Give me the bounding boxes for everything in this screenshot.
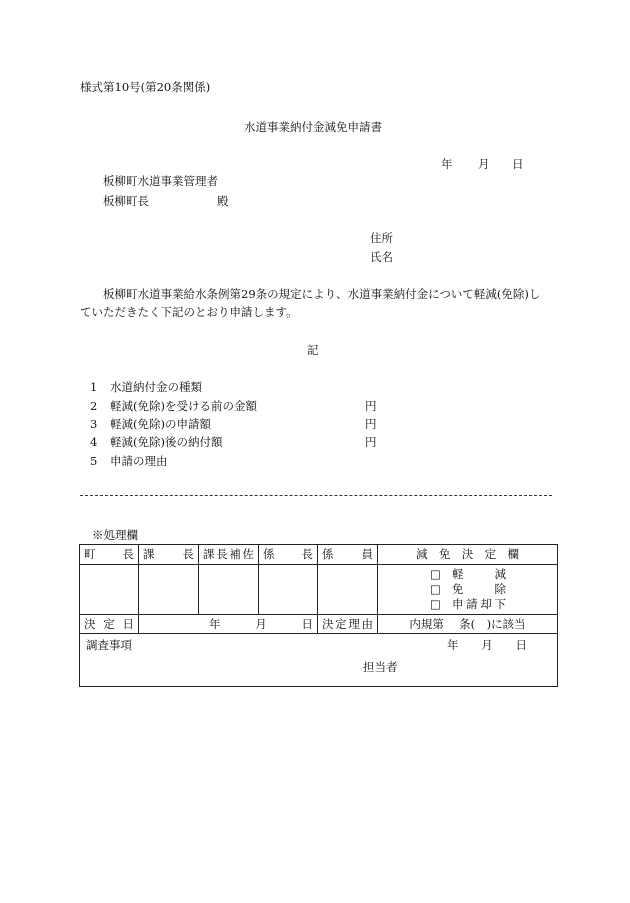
decision-date-field[interactable] [139,615,318,634]
item-number: 3 [90,417,98,431]
item-number: 2 [90,399,98,413]
date-day-label: 日 [512,157,524,171]
header-subsection-chief: 係長 [259,545,318,565]
stamp-cell-subsection-chief[interactable] [259,565,318,615]
check-label: 軽減 [452,567,506,581]
table-row [80,634,558,687]
check-label: 申請却下 [452,597,506,611]
item-label: 軽減(免除)の申請額 [110,417,211,431]
processing-table [79,544,558,687]
item-label: 申請の理由 [110,454,168,468]
item-label: 軽減(免除)を受ける前の金額 [110,399,257,413]
item-number: 1 [90,380,98,394]
stamp-cell-staff[interactable] [318,565,378,615]
stamp-cell-section-chief[interactable] [139,565,199,615]
item-unit: 円 [365,435,377,449]
ki-marker: 記 [307,343,319,357]
checkbox-icon[interactable]: □ [430,582,441,596]
header-mayor: 町長 [80,545,139,565]
stamp-cell-assistant-chief[interactable] [199,565,259,615]
person-in-charge-label: 担当者 [363,660,398,674]
internal-rule-text: 内規第 条( )に該当 [378,615,558,634]
survey-date-month: 月 [481,638,493,652]
item-number: 4 [90,435,98,449]
item-unit: 円 [365,417,377,431]
table-row [80,545,558,565]
header-section-chief: 課長 [139,545,199,565]
header-staff: 係員 [318,545,378,565]
item-unit: 円 [365,399,377,413]
addressee-honorific: 殿 [217,194,229,208]
body-line1: 板柳町水道事業給水条例第29条の規定により、水道事業納付金について軽減(免除)し [103,287,541,301]
date-year-label: 年 [441,157,453,171]
checkbox-icon[interactable]: □ [430,597,441,611]
item-number: 5 [90,454,98,468]
date-month-label: 月 [478,157,490,171]
item-label: 軽減(免除)後の納付額 [110,435,223,449]
decision-date-day: 日 [301,616,313,631]
addressee-line1: 板柳町水道事業管理者 [103,174,218,188]
table-row [80,565,558,615]
body-line2: ていただきたく下記のとおり申請します。 [80,305,298,319]
survey-cell[interactable] [80,634,558,687]
item-label: 水道納付金の種類 [110,380,202,394]
check-option-exemption[interactable] [430,582,557,597]
address-label: 住所 [370,231,393,245]
decision-date-label: 決定日 [80,615,139,634]
page-title: 水道事業納付金減免申請書 [244,120,382,134]
decision-reason-label: 決定理由 [318,615,378,634]
cut-line-divider [80,495,552,496]
addressee-line2: 板柳町長 [103,194,149,208]
header-decision-column: 減免決定欄 [378,545,558,565]
survey-date-day: 日 [515,638,527,652]
check-option-rejection[interactable] [430,597,557,612]
survey-date-year: 年 [447,638,459,652]
survey-label: 調査事項 [86,638,132,652]
header-assistant-chief: 課長補佐 [199,545,259,565]
processing-heading: ※処理欄 [92,528,138,542]
decision-checkboxes [378,565,558,615]
decision-date-month: 月 [255,616,267,631]
form-number: 様式第10号(第20条関係) [80,80,211,94]
name-label: 氏名 [370,250,393,264]
table-row [80,615,558,634]
check-label: 免除 [452,582,506,596]
check-option-reduction[interactable] [430,567,557,582]
stamp-cell-mayor[interactable] [80,565,139,615]
decision-date-year: 年 [209,616,221,631]
checkbox-icon[interactable]: □ [430,567,441,581]
